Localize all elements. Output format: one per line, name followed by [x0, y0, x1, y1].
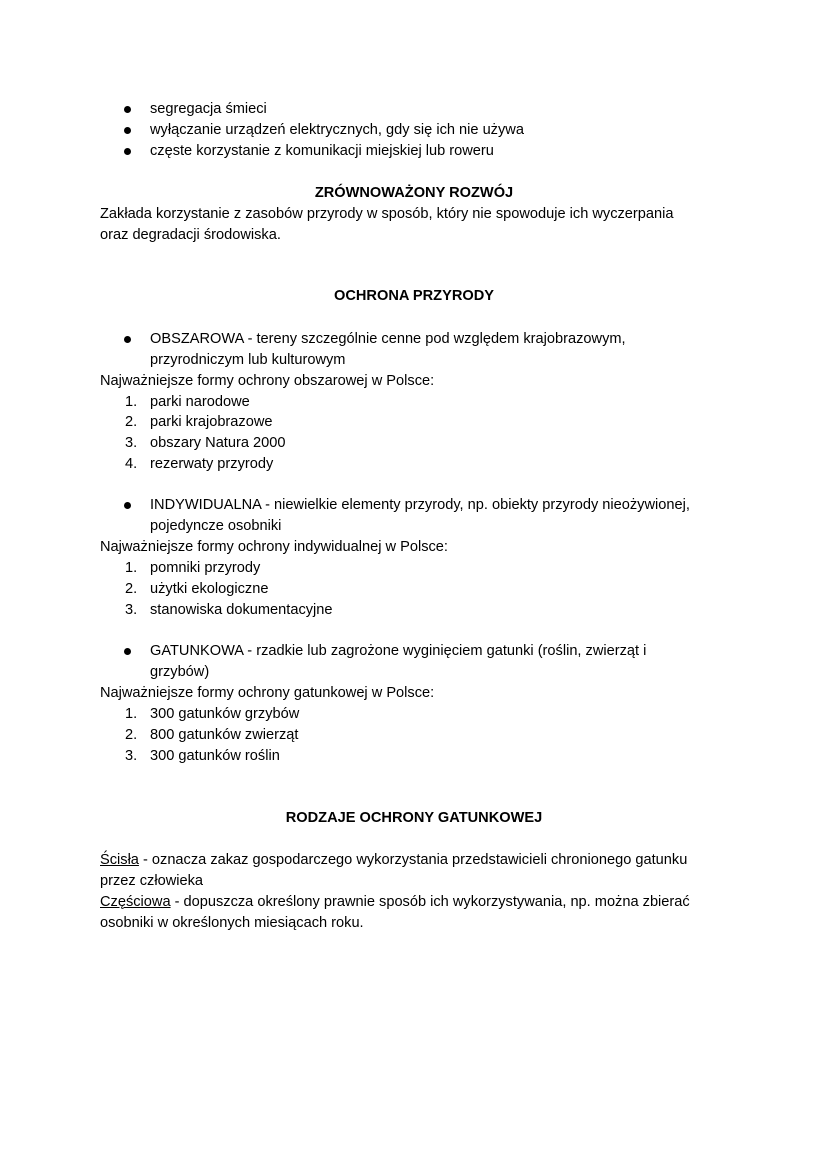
- species-bullet-line-1: GATUNKOWA - rzadkie lub zagrożone wyginięciem gatunki (roślin, zwierząt i: [150, 643, 647, 659]
- area-bullet-line-2: przyrodniczym lub kulturowym: [150, 352, 346, 368]
- individual-item-3: stanowiska dokumentacyjne: [150, 602, 333, 618]
- sustainable-heading: ZRÓWNOWAŻONY ROZWÓJ: [314, 185, 514, 201]
- list-number: 1.: [125, 560, 138, 576]
- list-number: 2.: [125, 414, 138, 430]
- list-number: 1.: [125, 706, 138, 722]
- strict-line-1: [100, 850, 687, 870]
- list-number: 3.: [125, 602, 138, 618]
- bullet-icon: [124, 648, 131, 655]
- sustainable-text-line-1: Zakłada korzystanie z zasobów przyrody w sposób, który nie spowoduje ich wyczerpania: [100, 206, 674, 222]
- area-bullet-line-1: OBSZAROWA - tereny szczególnie cenne pod względem krajobrazowym,: [150, 331, 626, 347]
- partial-line-1: [100, 892, 690, 912]
- area-item-3: obszary Natura 2000: [150, 435, 286, 451]
- area-item-2: parki krajobrazowe: [150, 414, 273, 430]
- strict-line-2: przez człowieka: [100, 873, 204, 889]
- list-number: 2.: [125, 727, 138, 743]
- individual-bullet-line-2: pojedyncze osobniki: [150, 518, 282, 534]
- bullet-icon: [124, 502, 131, 509]
- bullet-icon: [124, 336, 131, 343]
- bullet-icon: [124, 148, 131, 155]
- intro-bullet-2: wyłączanie urządzeń elektrycznych, gdy się ich nie używa: [150, 122, 524, 138]
- strict-term: Ścisła: [100, 852, 139, 868]
- area-item-1: parki narodowe: [150, 394, 250, 410]
- sustainable-text-line-2: oraz degradacji środowiska.: [100, 227, 281, 243]
- partial-definition: - dopuszcza określony prawnie sposób ich wykorzystywania, np. można zbierać: [170, 894, 690, 910]
- individual-item-1: pomniki przyrody: [150, 560, 261, 576]
- species-intro: Najważniejsze formy ochrony gatunkowej w Polsce:: [100, 685, 435, 701]
- species-item-1: 300 gatunków grzybów: [150, 706, 300, 722]
- individual-intro: Najważniejsze formy ochrony indywidualnej w Polsce:: [100, 539, 448, 555]
- list-number: 2.: [125, 581, 138, 597]
- species-types-heading: RODZAJE OCHRONY GATUNKOWEJ: [285, 810, 543, 826]
- strict-definition: - oznacza zakaz gospodarczego wykorzystania przedstawicieli chronionego gatunku: [138, 852, 688, 868]
- partial-line-2: osobniki w określonych miesiącach roku.: [100, 915, 364, 931]
- protection-heading: OCHRONA PRZYRODY: [334, 288, 494, 304]
- species-bullet-line-2: grzybów): [150, 664, 210, 680]
- bullet-icon: [124, 127, 131, 134]
- species-item-2: 800 gatunków zwierząt: [150, 727, 299, 743]
- species-item-3: 300 gatunków roślin: [150, 748, 280, 764]
- list-number: 4.: [125, 456, 138, 472]
- list-number: 3.: [125, 748, 138, 764]
- list-number: 1.: [125, 394, 138, 410]
- individual-item-2: użytki ekologiczne: [150, 581, 269, 597]
- bullet-icon: [124, 106, 131, 113]
- list-number: 3.: [125, 435, 138, 451]
- area-item-4: rezerwaty przyrody: [150, 456, 274, 472]
- intro-bullet-1: segregacja śmieci: [150, 101, 267, 117]
- area-intro: Najważniejsze formy ochrony obszarowej w Polsce:: [100, 373, 435, 389]
- individual-bullet-line-1: INDYWIDUALNA - niewielkie elementy przyrody, np. obiekty przyrody nieożywionej,: [150, 497, 690, 513]
- intro-bullet-3: częste korzystanie z komunikacji miejskiej lub roweru: [150, 143, 494, 159]
- partial-term: Częściowa: [100, 894, 171, 910]
